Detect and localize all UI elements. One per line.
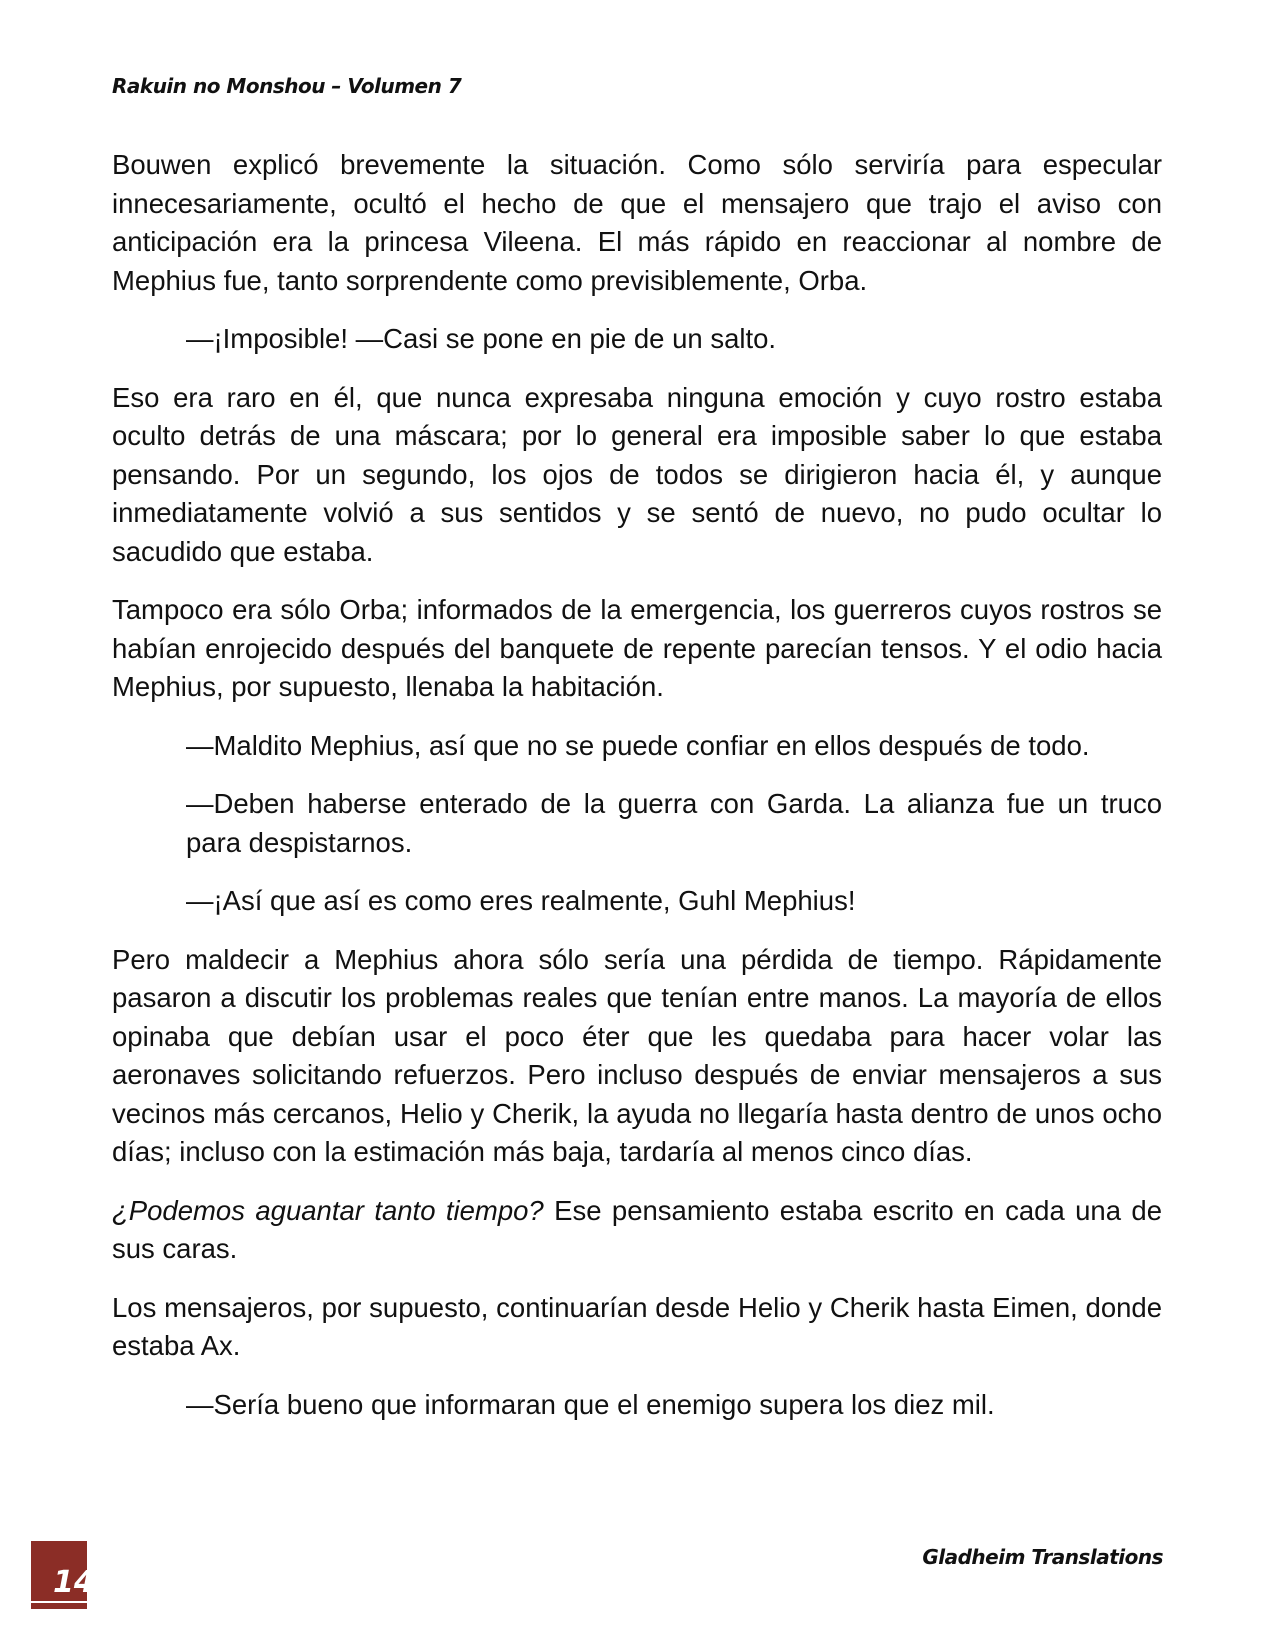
paragraph: Los mensajeros, por supuesto, continuarían desde Helio y Cherik hasta Eimen, donde estaba Ax. xyxy=(112,1291,1162,1361)
dialogue-line: —Maldito Mephius, así que no se puede confiar en ellos después de todo. xyxy=(186,729,1090,761)
dialogue-line: —¡Así que así es como eres realmente, Guhl Mephius! xyxy=(186,885,856,916)
dialogue-line: —¡Imposible! —Casi se pone en pie de un salto. xyxy=(186,323,777,354)
paragraph: Tampoco era sólo Orba; informados de la emergencia, los guerreros cuyos rostros se habían enrojecido después del banquete de repente parecían tensos. Y el odio hacia Mephius, por supuesto, llenaba la habitación. xyxy=(112,594,1162,702)
dialogue-line: —Sería bueno que informaran que el enemigo supera los diez mil. xyxy=(186,1388,995,1420)
page-number: 14 xyxy=(53,1565,95,1600)
footer-credit: Gladheim Translations xyxy=(922,1545,1163,1569)
page-number-underline xyxy=(31,1601,87,1603)
dialogue-line: —Deben haberse enterado de la guerra con Garda. La alianza fue un truco para despistarnos. xyxy=(186,788,1162,858)
inner-thought: ¿Podemos aguantar tanto tiempo? xyxy=(112,1194,544,1226)
paragraph: Bouwen explicó brevemente la situación. Como sólo serviría para especular innecesariamente, ocultó el hecho de que el mensajero que trajo el aviso con anticipación era la princesa Vileena. El más rápido en reaccionar al nombre de Mephius fue, tanto sorprendente como previsiblemente, Orba. xyxy=(112,149,1162,296)
paragraph: Pero maldecir a Mephius ahora sólo sería una pérdida de tiempo. Rápidamente pasaron a discutir los problemas reales que tenían entre manos. La mayoría de ellos opinaba que debían usar el poco éter que les quedaba para hacer volar las aeronaves solicitando refuerzos. Pero incluso después de enviar mensajeros a sus vecinos más cercanos, Helio y Cherik, la ayuda no llegaría hasta dentro de unos ocho días; incluso con la estimación más baja, tardaría al menos cinco días. xyxy=(112,943,1162,1167)
running-header: Rakuin no Monshou – Volumen 7 xyxy=(112,74,462,98)
page-number-box xyxy=(31,1541,95,1609)
page-body xyxy=(112,146,1162,1444)
paragraph xyxy=(112,1192,1162,1269)
paragraph: Eso era raro en él, que nunca expresaba ninguna emoción y cuyo rostro estaba oculto detrás de una máscara; por lo general era imposible saber lo que estaba pensando. Por un segundo, los ojos de todos se dirigieron hacia él, y aunque inmediatamente volvió a sus sentidos y se sentó de nuevo, no pudo ocultar lo sacudido que estaba. xyxy=(112,381,1162,567)
paragraph-text: Ese pensamiento estaba escrito en cada una de sus caras. xyxy=(112,1194,1163,1264)
